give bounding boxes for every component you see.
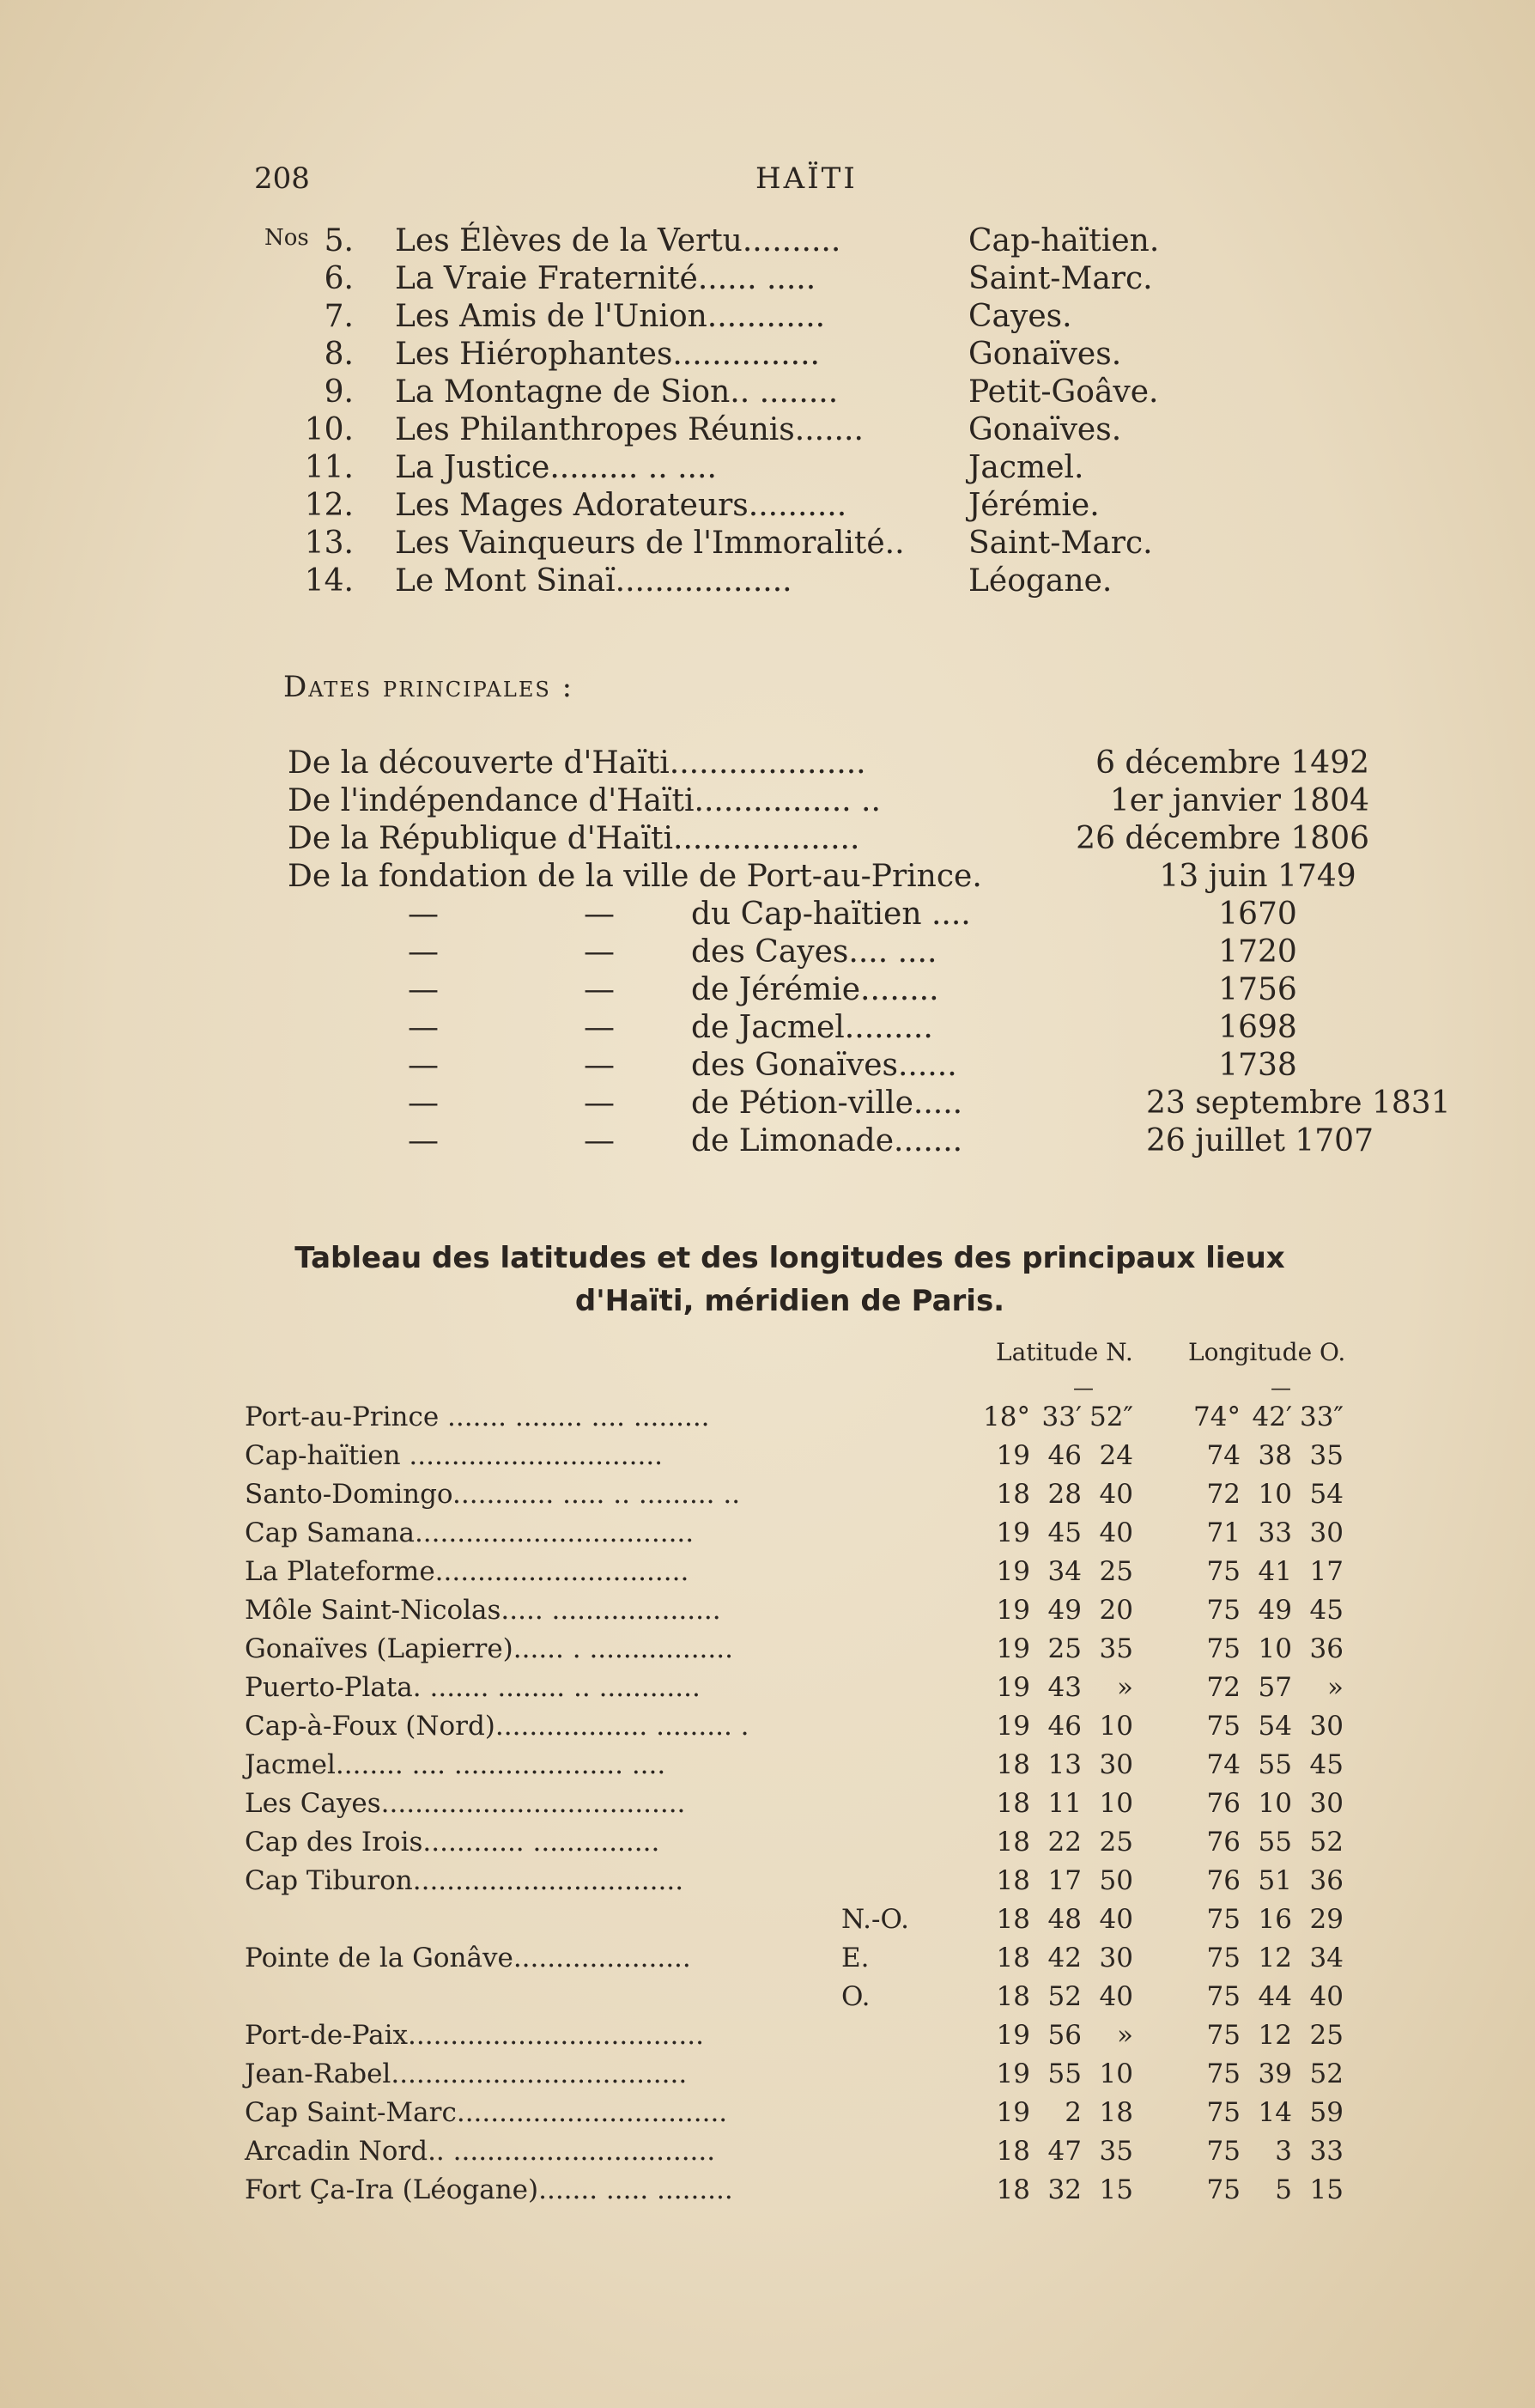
- lodge-number: 13.: [304, 526, 354, 561]
- longitude-cell: 76: [1206, 1865, 1241, 1896]
- date-label: De la fondation de la ville de Port-au-Prince.: [288, 859, 982, 894]
- longitude-cell: 54: [1258, 1711, 1292, 1742]
- place-name: Puerto-Plata. ....... ........ .. ............: [245, 1672, 701, 1703]
- latitude-cell: 40: [1099, 1981, 1133, 2012]
- latitude-cell: 42: [1047, 1943, 1082, 1973]
- longitude-cell: 17: [1309, 1556, 1344, 1587]
- latitude-cell: 34: [1047, 1556, 1082, 1587]
- longitude-cell: 35: [1309, 1440, 1344, 1471]
- place-name: Port-de-Paix...................................: [245, 2020, 704, 2051]
- longitude-cell: 76: [1206, 1788, 1241, 1819]
- latitude-cell: 2: [1065, 2097, 1082, 2128]
- title-line-1: Tableau des latitudes et des longitudes des principaux lieux: [294, 1241, 1285, 1275]
- longitude-cell: 75: [1206, 2058, 1241, 2089]
- table-row: [245, 1865, 1378, 1904]
- place-name: Môle Saint-Nicolas..... ....................: [245, 1595, 721, 1626]
- latitude-cell: 19: [996, 2097, 1030, 2128]
- place-name: Arcadin Nord.. ...............................: [245, 2136, 716, 2167]
- date-label: De la découverte d'Haïti....................: [288, 745, 866, 781]
- lodge-place: Cap-haïtien.: [968, 223, 1160, 258]
- lodge-name: Les Amis de l'Union............: [395, 299, 826, 334]
- latitude-cell: 30: [1099, 1943, 1133, 1973]
- latitude-cell: 32: [1047, 2174, 1082, 2205]
- latitude-cell: 50: [1099, 1865, 1133, 1896]
- date-row: [288, 1085, 1451, 1123]
- latitude-cell: 19: [996, 1517, 1030, 1548]
- latitude-cell: 22: [1047, 1827, 1082, 1858]
- lodge-place: Gonaïves.: [968, 412, 1122, 447]
- lodge-name: Les Hiérophantes...............: [395, 337, 820, 372]
- longitude-cell: 5: [1275, 2174, 1292, 2205]
- lodge-name: La Justice......... .. ....: [395, 450, 717, 485]
- date-value: 23 septembre 1831: [1146, 1085, 1451, 1121]
- longitude-header-dash: —: [1271, 1376, 1291, 1400]
- table-row: [245, 2136, 1378, 2174]
- latitude-cell: 25: [1099, 1556, 1133, 1587]
- longitude-cell: 59: [1309, 2097, 1344, 2128]
- date-label: De l'indépendance d'Haïti................ ..: [288, 783, 881, 818]
- place-name: Cap Samana.................................: [245, 1517, 695, 1548]
- place-name: Fort Ça-Ira (Léogane)....... ..... .........: [245, 2174, 733, 2205]
- longitude-cell: 74: [1206, 1440, 1241, 1471]
- date-value: 1756: [1218, 972, 1297, 1007]
- longitude-cell: 75: [1206, 2174, 1241, 2205]
- lodge-number: 14.: [304, 563, 354, 599]
- longitude-cell: 38: [1258, 1440, 1292, 1471]
- longitude-cell: 3: [1275, 2136, 1292, 2167]
- date-value: 26 décembre 1806: [1076, 821, 1369, 856]
- latitude-cell: 19: [996, 1633, 1030, 1664]
- latitude-cell: 52: [1047, 1981, 1082, 2012]
- longitude-cell: 16: [1258, 1904, 1292, 1935]
- date-row: [288, 897, 1369, 934]
- latitude-cell: 18: [996, 1904, 1030, 1935]
- longitude-cell: 33″: [1299, 1402, 1344, 1432]
- lodge-row: [258, 412, 1288, 450]
- lodge-row: [258, 223, 1288, 261]
- ditto-dash: —: [584, 934, 615, 970]
- latitude-cell: 19: [996, 1440, 1030, 1471]
- latitude-cell: 55: [1047, 2058, 1082, 2089]
- latitude-cell: 25: [1047, 1633, 1082, 1664]
- lodge-number: 7.: [324, 299, 354, 334]
- date-value: 1698: [1218, 1010, 1297, 1045]
- latitude-cell: 49: [1047, 1595, 1082, 1626]
- latitude-cell: 40: [1099, 1479, 1133, 1510]
- table-row: [245, 1711, 1378, 1749]
- lodge-place: Cayes.: [968, 299, 1072, 334]
- lodge-place: Gonaïves.: [968, 337, 1122, 372]
- lodge-name: La Montagne de Sion.. ........: [395, 374, 839, 410]
- latitude-cell: 11: [1047, 1788, 1082, 1819]
- date-row: [288, 1123, 1374, 1161]
- longitude-cell: 75: [1206, 1943, 1241, 1973]
- dates-heading: Dates principales :: [283, 670, 574, 704]
- date-value: 26 juillet 1707: [1146, 1123, 1374, 1158]
- ditto-dash: —: [408, 972, 439, 1007]
- table-row: [245, 1479, 1378, 1517]
- longitude-cell: 40: [1309, 1981, 1344, 2012]
- longitude-cell: 45: [1309, 1749, 1344, 1780]
- longitude-cell: 10: [1258, 1633, 1292, 1664]
- lodge-row: [258, 563, 1288, 601]
- longitude-cell: 75: [1206, 2020, 1241, 2051]
- longitude-cell: »: [1327, 1672, 1344, 1703]
- latitude-cell: 46: [1047, 1711, 1082, 1742]
- table-row: [245, 1827, 1378, 1865]
- latitude-cell: 18: [996, 1981, 1030, 2012]
- date-value: 1738: [1218, 1048, 1297, 1083]
- place-subpoint: E.: [841, 1943, 870, 1973]
- longitude-cell: 75: [1206, 2097, 1241, 2128]
- longitude-cell: 33: [1309, 2136, 1344, 2167]
- table-row: [245, 2020, 1378, 2058]
- latitude-cell: 52″: [1089, 1402, 1133, 1432]
- table-row: [245, 1788, 1378, 1827]
- place-name: Cap-haïtien ..............................: [245, 1440, 664, 1471]
- date-label: De la République d'Haïti...................: [288, 821, 860, 856]
- date-row: [288, 934, 1369, 972]
- place-name: Port-au-Prince ....... ........ .... .........: [245, 1402, 710, 1432]
- dates-list: [288, 745, 1451, 1161]
- latitude-cell: 40: [1099, 1517, 1133, 1548]
- table-row: [245, 1672, 1378, 1711]
- latitude-cell: 24: [1099, 1440, 1133, 1471]
- date-place: des Gonaïves......: [691, 1048, 957, 1083]
- ditto-dash: —: [408, 897, 439, 932]
- date-value: 13 juin 1749: [1159, 859, 1356, 894]
- longitude-cell: 71: [1206, 1517, 1241, 1548]
- place-name: Cap Tiburon................................: [245, 1865, 684, 1896]
- table-row: [245, 1981, 1378, 2020]
- longitude-cell: 42′: [1252, 1402, 1292, 1432]
- longitude-cell: 39: [1258, 2058, 1292, 2089]
- latitude-cell: 20: [1099, 1595, 1133, 1626]
- longitude-cell: 55: [1258, 1749, 1292, 1780]
- lodge-number: 11.: [304, 450, 354, 485]
- longitude-cell: 51: [1258, 1865, 1292, 1896]
- date-row: [288, 859, 1369, 897]
- date-row: [288, 821, 1369, 859]
- longitude-cell: 72: [1206, 1479, 1241, 1510]
- lodge-number: 8.: [324, 337, 354, 372]
- longitude-cell: 76: [1206, 1827, 1241, 1858]
- longitude-cell: 55: [1258, 1827, 1292, 1858]
- longitude-cell: 41: [1258, 1556, 1292, 1587]
- latitude-cell: 33′: [1041, 1402, 1082, 1432]
- longitude-cell: 33: [1258, 1517, 1292, 1548]
- longitude-cell: 75: [1206, 1904, 1241, 1935]
- longitude-cell: 36: [1309, 1633, 1344, 1664]
- longitude-cell: 75: [1206, 1981, 1241, 2012]
- place-subpoint: N.-O.: [841, 1904, 909, 1935]
- place-name: Cap Saint-Marc................................: [245, 2097, 728, 2128]
- latitude-cell: 18: [1099, 2097, 1133, 2128]
- lodge-place: Saint-Marc.: [968, 261, 1153, 296]
- latitude-cell: 18: [996, 1865, 1030, 1896]
- longitude-cell: 49: [1258, 1595, 1292, 1626]
- ditto-dash: —: [408, 1085, 439, 1121]
- ditto-dash: —: [584, 1085, 615, 1121]
- longitude-cell: 75: [1206, 1556, 1241, 1587]
- place-name: Les Cayes....................................: [245, 1788, 686, 1819]
- place-name: La Plateforme..............................: [245, 1556, 689, 1587]
- table-row: [245, 1943, 1378, 1981]
- nos-label: Nos: [264, 225, 309, 251]
- date-place: de Jérémie........: [691, 972, 939, 1007]
- lodge-place: Petit-Goâve.: [968, 374, 1159, 410]
- lodge-row: [258, 299, 1288, 337]
- table-row: [245, 2174, 1378, 2213]
- longitude-cell: 36: [1309, 1865, 1344, 1896]
- ditto-dash: —: [584, 1010, 615, 1045]
- lodge-number: 5.: [324, 223, 354, 258]
- title-line-2: d'Haïti, méridien de Paris.: [574, 1284, 1005, 1318]
- lodge-row: [258, 526, 1288, 563]
- date-row: [288, 1010, 1369, 1048]
- date-place: de Pétion-ville.....: [691, 1085, 963, 1121]
- lodge-row: [258, 450, 1288, 488]
- longitude-cell: 75: [1206, 1711, 1241, 1742]
- latitude-cell: 10: [1099, 1788, 1133, 1819]
- longitude-cell: 14: [1258, 2097, 1292, 2128]
- latitude-cell: 18: [996, 1788, 1030, 1819]
- ditto-dash: —: [584, 1048, 615, 1083]
- place-subpoint: O.: [841, 1981, 871, 2012]
- longitude-cell: 44: [1258, 1981, 1292, 2012]
- longitude-cell: 10: [1258, 1479, 1292, 1510]
- longitude-cell: 75: [1206, 1595, 1241, 1626]
- lodge-name: Les Philanthropes Réunis.......: [395, 412, 864, 447]
- longitude-cell: 12: [1258, 2020, 1292, 2051]
- lodge-place: Saint-Marc.: [968, 526, 1153, 561]
- latitude-cell: 47: [1047, 2136, 1082, 2167]
- latitude-cell: 19: [996, 1711, 1030, 1742]
- lodge-place: Jérémie.: [968, 488, 1100, 523]
- date-row: [288, 972, 1369, 1010]
- table-row: [245, 1556, 1378, 1595]
- ditto-dash: —: [584, 972, 615, 1007]
- table-row: [245, 1904, 1378, 1943]
- date-value: 1720: [1218, 934, 1297, 970]
- lodge-number: 9.: [324, 374, 354, 410]
- longitude-cell: 75: [1206, 1633, 1241, 1664]
- longitude-cell: 74°: [1193, 1402, 1241, 1432]
- longitude-cell: 15: [1309, 2174, 1344, 2205]
- latitude-cell: 19: [996, 2058, 1030, 2089]
- table-row: [245, 1595, 1378, 1633]
- latitude-cell: 35: [1099, 2136, 1133, 2167]
- latitude-cell: 10: [1099, 2058, 1133, 2089]
- latitude-cell: 45: [1047, 1517, 1082, 1548]
- ditto-dash: —: [408, 934, 439, 970]
- longitude-cell: 34: [1309, 1943, 1344, 1973]
- lodge-name: La Vraie Fraternité...... .....: [395, 261, 816, 296]
- latitude-cell: 17: [1047, 1865, 1082, 1896]
- longitude-cell: 57: [1258, 1672, 1292, 1703]
- longitude-cell: 12: [1258, 1943, 1292, 1973]
- longitude-cell: 52: [1309, 1827, 1344, 1858]
- lodge-row: [258, 488, 1288, 526]
- date-place: de Limonade.......: [691, 1123, 963, 1158]
- date-place: du Cap-haïtien ....: [691, 897, 971, 932]
- table-row: [245, 1633, 1378, 1672]
- longitude-cell: 30: [1309, 1788, 1344, 1819]
- longitude-header: Longitude O.: [1188, 1338, 1346, 1366]
- longitude-cell: 75: [1206, 2136, 1241, 2167]
- coordinates-table: [245, 1402, 1378, 2213]
- ditto-dash: —: [584, 897, 615, 932]
- longitude-cell: 54: [1309, 1479, 1344, 1510]
- table-row: [245, 1749, 1378, 1788]
- latitude-cell: 30: [1099, 1749, 1133, 1780]
- longitude-cell: 72: [1206, 1672, 1241, 1703]
- latitude-cell: 35: [1099, 1633, 1133, 1664]
- place-name: Cap-à-Foux (Nord).................. ......... .: [245, 1711, 749, 1742]
- longitude-cell: 25: [1309, 2020, 1344, 2051]
- table-row: [245, 2058, 1378, 2097]
- latitude-cell: 25: [1099, 1827, 1133, 1858]
- latitude-cell: 19: [996, 1556, 1030, 1587]
- longitude-cell: 45: [1309, 1595, 1344, 1626]
- longitude-cell: 30: [1309, 1711, 1344, 1742]
- latitude-cell: »: [1117, 2020, 1133, 2051]
- latitude-cell: 19: [996, 1672, 1030, 1703]
- place-name: Gonaïves (Lapierre)...... . .................: [245, 1633, 733, 1664]
- lodge-list: [258, 223, 1288, 601]
- table-row: [245, 1402, 1378, 1440]
- longitude-cell: 30: [1309, 1517, 1344, 1548]
- latitude-cell: 18: [996, 1827, 1030, 1858]
- running-head: HAÏTI: [755, 161, 858, 196]
- longitude-cell: 10: [1258, 1788, 1292, 1819]
- ditto-dash: —: [584, 1123, 615, 1158]
- latitude-header: Latitude N.: [996, 1338, 1133, 1366]
- latitude-cell: 18°: [983, 1402, 1030, 1432]
- lodge-row: [258, 374, 1288, 412]
- lodge-number: 12.: [304, 488, 354, 523]
- lodge-name: Le Mont Sinaï..................: [395, 563, 792, 599]
- latitude-cell: 18: [996, 2174, 1030, 2205]
- date-place: de Jacmel.........: [691, 1010, 933, 1045]
- latitude-cell: 46: [1047, 1440, 1082, 1471]
- lodge-row: [258, 337, 1288, 374]
- latitude-header-dash: —: [1073, 1376, 1094, 1400]
- ditto-dash: —: [408, 1123, 439, 1158]
- place-name: Santo-Domingo............ ..... .. ......... ..: [245, 1479, 741, 1510]
- place-name: Pointe de la Gonâve.....................: [245, 1943, 691, 1973]
- longitude-cell: 29: [1309, 1904, 1344, 1935]
- longitude-cell: 74: [1206, 1749, 1241, 1780]
- lodge-name: Les Élèves de la Vertu..........: [395, 223, 841, 258]
- latitude-cell: »: [1117, 1672, 1133, 1703]
- lodge-row: [258, 261, 1288, 299]
- date-row: [288, 1048, 1369, 1085]
- latitude-cell: 18: [996, 2136, 1030, 2167]
- lodge-number: 6.: [324, 261, 354, 296]
- date-value: 1er janvier 1804: [1109, 783, 1369, 818]
- date-value: 6 décembre 1492: [1095, 745, 1369, 781]
- lodge-number: 10.: [304, 412, 354, 447]
- latitude-cell: 48: [1047, 1904, 1082, 1935]
- latitude-cell: 18: [996, 1749, 1030, 1780]
- lodge-name: Les Vainqueurs de l'Immoralité..: [395, 526, 905, 561]
- longitude-cell: 52: [1309, 2058, 1344, 2089]
- lodge-place: Jacmel.: [968, 450, 1084, 485]
- table-row: [245, 1440, 1378, 1479]
- coordinates-table-title: [258, 1237, 1322, 1323]
- table-row: [245, 2097, 1378, 2136]
- page-number: 208: [254, 161, 310, 196]
- date-row: [288, 783, 1369, 821]
- latitude-cell: 43: [1047, 1672, 1082, 1703]
- latitude-cell: 56: [1047, 2020, 1082, 2051]
- table-row: [245, 1517, 1378, 1556]
- lodge-place: Léogane.: [968, 563, 1113, 599]
- latitude-cell: 19: [996, 1595, 1030, 1626]
- latitude-cell: 19: [996, 2020, 1030, 2051]
- latitude-cell: 10: [1099, 1711, 1133, 1742]
- latitude-cell: 40: [1099, 1904, 1133, 1935]
- place-name: Cap des Irois............ ...............: [245, 1827, 660, 1858]
- lodge-name: Les Mages Adorateurs..........: [395, 488, 847, 523]
- latitude-cell: 18: [996, 1943, 1030, 1973]
- date-place: des Cayes.... ....: [691, 934, 937, 970]
- latitude-cell: 13: [1047, 1749, 1082, 1780]
- ditto-dash: —: [408, 1010, 439, 1045]
- date-row: [288, 745, 1369, 783]
- place-name: Jacmel........ .... .................... ....: [245, 1749, 666, 1780]
- latitude-cell: 15: [1099, 2174, 1133, 2205]
- latitude-cell: 18: [996, 1479, 1030, 1510]
- ditto-dash: —: [408, 1048, 439, 1083]
- latitude-cell: 28: [1047, 1479, 1082, 1510]
- place-name: Jean-Rabel...................................: [245, 2058, 688, 2089]
- date-value: 1670: [1218, 897, 1297, 932]
